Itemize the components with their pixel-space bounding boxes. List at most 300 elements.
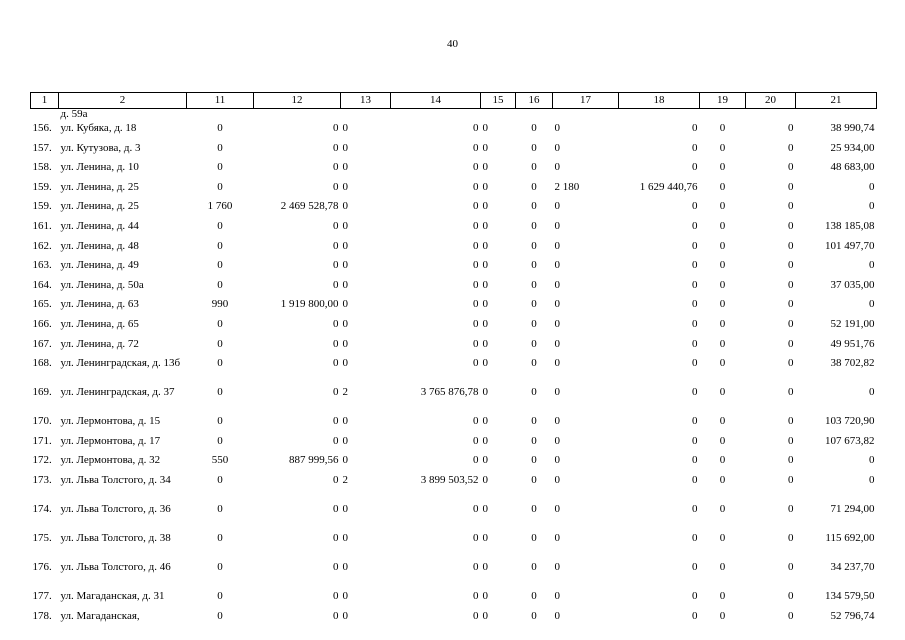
- value-cell-c16: 0: [531, 317, 537, 330]
- value-cell-c13: 0: [342, 454, 348, 467]
- table-row: [31, 199, 877, 219]
- value-cell-c17: 0: [554, 200, 560, 213]
- value-cell-c13: 0: [342, 180, 348, 193]
- value-cell-c17: 0: [554, 434, 560, 447]
- value-cell-c14: 0: [473, 259, 479, 272]
- value-cell-c17: 0: [554, 473, 560, 486]
- value-cell-c17: 0: [554, 357, 560, 370]
- value-cell-c20: 0: [788, 560, 794, 573]
- row-number: 176.: [32, 560, 52, 573]
- column-header: 19: [700, 93, 746, 109]
- value-cell-c14: 0: [473, 454, 479, 467]
- value-cell-c18: 1 629 440,76: [639, 180, 698, 193]
- value-cell-c16: 0: [531, 415, 537, 428]
- table-body: [31, 109, 877, 629]
- value-cell-c19: 0: [719, 560, 726, 573]
- address-cell: ул. Лермонтова, д. 32: [60, 454, 161, 467]
- value-cell-c11: 0: [217, 357, 223, 370]
- value-cell-c15: 0: [482, 589, 488, 602]
- column-header: 2: [59, 93, 187, 109]
- table-row: [31, 356, 877, 385]
- row-number: 170.: [32, 415, 52, 428]
- address-cell: ул. Кутузова, д. 3: [60, 141, 141, 154]
- value-cell-c12: 2 469 528,78: [280, 200, 339, 213]
- value-cell-c17: 0: [554, 239, 560, 252]
- value-cell-c11: 0: [217, 259, 223, 272]
- value-cell-c20: 0: [788, 337, 794, 350]
- value-cell-c11: 0: [217, 337, 223, 350]
- value-cell-c11: 0: [217, 473, 223, 486]
- value-cell-c16: 0: [531, 560, 537, 573]
- table-row: [31, 278, 877, 298]
- value-cell-c11: 0: [217, 609, 223, 622]
- column-header: 15: [481, 93, 516, 109]
- value-cell-c20: 0: [788, 200, 794, 213]
- value-cell-c21: 0: [869, 259, 875, 272]
- value-cell-c18: 0: [692, 473, 698, 486]
- column-header: 21: [796, 93, 877, 109]
- value-cell-c11: 990: [211, 298, 229, 311]
- value-cell-c19: 0: [719, 415, 726, 428]
- value-cell-c14: 0: [473, 560, 479, 573]
- value-cell-c12: 0: [333, 434, 339, 447]
- value-cell-c20: 0: [788, 609, 794, 622]
- row-number: 165.: [32, 298, 52, 311]
- address-cell: ул. Ленина, д. 44: [60, 219, 139, 232]
- value-cell-c18: 0: [692, 386, 698, 399]
- value-cell-c18: 0: [692, 317, 698, 330]
- value-cell-c15: 0: [482, 386, 488, 399]
- value-cell-c12: 0: [333, 259, 339, 272]
- value-cell-c11: 0: [217, 415, 223, 428]
- value-cell-c18: 0: [692, 609, 698, 622]
- value-cell-c11: 0: [217, 180, 223, 193]
- value-cell-c21: 52 796,74: [830, 609, 875, 622]
- value-cell-c12: 887 999,56: [289, 454, 339, 467]
- table-row: [31, 589, 877, 609]
- value-cell-c18: 0: [692, 161, 698, 174]
- row-number: 169.: [32, 386, 52, 399]
- value-cell-c16: 0: [531, 589, 537, 602]
- value-cell-c13: 0: [342, 259, 348, 272]
- table-row: [31, 121, 877, 141]
- value-cell-c19: 0: [719, 259, 726, 272]
- value-cell-c14: 0: [473, 298, 479, 311]
- value-cell-c17: 0: [554, 122, 560, 134]
- value-cell-c12: 0: [333, 560, 339, 573]
- value-cell-c15: 0: [482, 219, 488, 232]
- value-cell-c17: 0: [554, 415, 560, 428]
- value-cell-c21: 0: [869, 386, 875, 399]
- value-cell-c20: 0: [788, 434, 794, 447]
- row-number: 178.: [32, 609, 52, 622]
- address-cell: ул. Ленина, д. 63: [60, 298, 139, 311]
- value-cell-c19: 0: [719, 219, 726, 232]
- value-cell-c15: 0: [482, 239, 488, 252]
- value-cell-c12: 0: [333, 122, 339, 134]
- row-number: 174.: [32, 502, 52, 515]
- value-cell-c11: 0: [217, 386, 223, 399]
- value-cell-c19: 0: [719, 180, 726, 193]
- table-row: [31, 531, 877, 560]
- value-cell-c12: 0: [333, 609, 339, 622]
- value-cell-c11: 0: [217, 219, 223, 232]
- value-cell-c16: 0: [531, 219, 537, 232]
- value-cell-c19: 0: [719, 357, 726, 370]
- value-cell-c13: 0: [342, 415, 348, 428]
- value-cell-c12: 0: [333, 502, 339, 515]
- value-cell-c15: 0: [482, 531, 488, 544]
- value-cell-c13: 0: [342, 317, 348, 330]
- value-cell-c15: 0: [482, 337, 488, 350]
- value-cell-c16: 0: [531, 357, 537, 370]
- address-cell: ул. Ленина, д. 48: [60, 239, 139, 252]
- table-row: [31, 160, 877, 180]
- address-cell: ул. Льва Толстого, д. 38: [60, 531, 171, 544]
- value-cell-c14: 0: [473, 200, 479, 213]
- value-cell-c12: 0: [333, 589, 339, 602]
- value-cell-c19: 0: [719, 239, 726, 252]
- value-cell-c17: 0: [554, 219, 560, 232]
- value-cell-c21: 0: [869, 180, 875, 193]
- table-row: [31, 297, 877, 317]
- value-cell-c19: 0: [719, 473, 726, 486]
- value-cell-c12: 0: [333, 415, 339, 428]
- value-cell-c20: 0: [788, 278, 794, 291]
- value-cell-c19: 0: [719, 454, 726, 467]
- value-cell-c11: 0: [217, 161, 223, 174]
- value-cell-c13: 0: [342, 560, 348, 573]
- value-cell-c21: 134 579,50: [825, 589, 875, 602]
- value-cell-c17: 0: [554, 560, 560, 573]
- value-cell-c18: 0: [692, 122, 698, 134]
- address-cell: ул. Кубяка, д. 18: [60, 122, 137, 134]
- row-number: 162.: [32, 239, 52, 252]
- value-cell-c11: 0: [217, 278, 223, 291]
- value-cell-c13: 0: [342, 200, 348, 213]
- row-number: 156.: [32, 122, 52, 134]
- value-cell-c16: 0: [531, 278, 537, 291]
- value-cell-c15: 0: [482, 502, 488, 515]
- row-number: 158.: [32, 161, 52, 174]
- value-cell-c20: 0: [788, 386, 794, 399]
- row-number: 157.: [32, 141, 52, 154]
- value-cell-c17: 0: [554, 531, 560, 544]
- value-cell-c15: 0: [482, 141, 488, 154]
- value-cell-c16: 0: [531, 141, 537, 154]
- value-cell-c12: 0: [333, 161, 339, 174]
- value-cell-c13: 0: [342, 141, 348, 154]
- value-cell-c20: 0: [788, 180, 794, 193]
- value-cell-c20: 0: [788, 298, 794, 311]
- column-header: 16: [516, 93, 553, 109]
- address-cell: ул. Льва Толстого, д. 36: [60, 502, 171, 515]
- table-row: [31, 502, 877, 531]
- column-header: 20: [746, 93, 796, 109]
- value-cell-c14: 0: [473, 278, 479, 291]
- column-header: 14: [391, 93, 481, 109]
- value-cell-c17: 0: [554, 141, 560, 154]
- address-cell: ул. Ленинградская, д. 13б: [60, 357, 181, 370]
- value-cell-c12: 0: [333, 531, 339, 544]
- value-cell-c13: 0: [342, 357, 348, 370]
- value-cell-c20: 0: [788, 239, 794, 252]
- value-cell-c17: 0: [554, 454, 560, 467]
- value-cell-c15: 0: [482, 560, 488, 573]
- value-cell-c11: 0: [217, 531, 223, 544]
- header-row: [31, 93, 877, 109]
- value-cell-c17: 0: [554, 259, 560, 272]
- value-cell-c21: 101 497,70: [825, 239, 875, 252]
- row-number: 168.: [32, 357, 52, 370]
- address-cell: ул. Ленина, д. 10: [60, 161, 139, 174]
- value-cell-c11: 0: [217, 239, 223, 252]
- table-row: [31, 453, 877, 473]
- value-cell-c16: 0: [531, 161, 537, 174]
- table-row: [31, 317, 877, 337]
- value-cell-c16: 0: [531, 337, 537, 350]
- value-cell-c19: 0: [719, 278, 726, 291]
- table-row: [31, 560, 877, 589]
- value-cell-c13: 0: [342, 122, 348, 134]
- value-cell-c13: 0: [342, 219, 348, 232]
- value-cell-c11: 0: [217, 122, 223, 134]
- value-cell-c20: 0: [788, 122, 794, 134]
- address-cell: ул. Ленина, д. 25: [60, 180, 139, 193]
- value-cell-c12: 0: [333, 337, 339, 350]
- value-cell-c21: 25 934,00: [830, 141, 875, 154]
- value-cell-c13: 0: [342, 239, 348, 252]
- row-number: 159.: [32, 180, 52, 193]
- row-number: 173.: [32, 473, 52, 486]
- value-cell-c18: 0: [692, 337, 698, 350]
- table-row: [31, 239, 877, 259]
- row-number: 177.: [32, 589, 52, 602]
- value-cell-c12: 0: [333, 357, 339, 370]
- value-cell-c16: 0: [531, 434, 537, 447]
- value-cell-c16: 0: [531, 454, 537, 467]
- value-cell-c12: 0: [333, 386, 339, 399]
- value-cell-c16: 0: [531, 239, 537, 252]
- value-cell-c14: 0: [473, 531, 479, 544]
- value-cell-c15: 0: [482, 317, 488, 330]
- value-cell-c15: 0: [482, 473, 488, 486]
- value-cell-c21: 103 720,90: [825, 415, 875, 428]
- row-number: 171.: [32, 434, 52, 447]
- row-number: 159.: [32, 200, 52, 213]
- value-cell-c20: 0: [788, 141, 794, 154]
- value-cell-c15: 0: [482, 454, 488, 467]
- value-cell-c11: 0: [217, 434, 223, 447]
- row-number: 166.: [32, 317, 52, 330]
- value-cell-c17: 2 180: [554, 180, 580, 193]
- value-cell-c13: 0: [342, 531, 348, 544]
- value-cell-c18: 0: [692, 560, 698, 573]
- value-cell-c12: 0: [333, 180, 339, 193]
- value-cell-c20: 0: [788, 219, 794, 232]
- value-cell-c13: 0: [342, 502, 348, 515]
- column-header: 1: [31, 93, 59, 109]
- address-cell: ул. Ленина, д. 72: [60, 337, 139, 350]
- value-cell-c16: 0: [531, 122, 537, 134]
- value-cell-c20: 0: [788, 454, 794, 467]
- value-cell-c13: 0: [342, 589, 348, 602]
- value-cell-c15: 0: [482, 161, 488, 174]
- value-cell-c12: 0: [333, 278, 339, 291]
- value-cell-c19: 0: [719, 502, 726, 515]
- value-cell-c14: 0: [473, 502, 479, 515]
- value-cell-c21: 71 294,00: [830, 502, 875, 515]
- value-cell-c21: 0: [869, 200, 875, 213]
- value-cell-c12: 0: [333, 219, 339, 232]
- value-cell-c19: 0: [719, 434, 726, 447]
- value-cell-c20: 0: [788, 589, 794, 602]
- address-cell: ул. Ленина, д. 65: [60, 317, 139, 330]
- value-cell-c11: 0: [217, 502, 223, 515]
- value-cell-c19: 0: [719, 298, 726, 311]
- table-row: [31, 434, 877, 454]
- table-row: [31, 141, 877, 161]
- value-cell-c15: 0: [482, 298, 488, 311]
- value-cell-c18: 0: [692, 589, 698, 602]
- value-cell-c16: 0: [531, 609, 537, 622]
- address-cell: ул. Льва Толстого, д. 34: [60, 473, 171, 486]
- address-cell: ул. Ленина, д. 25: [60, 200, 139, 213]
- value-cell-c12: 0: [333, 317, 339, 330]
- value-cell-c18: 0: [692, 415, 698, 428]
- value-cell-c16: 0: [531, 298, 537, 311]
- value-cell-c11: 0: [217, 317, 223, 330]
- value-cell-c11: 1 760: [207, 200, 233, 213]
- value-cell-c17: 0: [554, 161, 560, 174]
- value-cell-c17: 0: [554, 278, 560, 291]
- value-cell-c14: 0: [473, 219, 479, 232]
- value-cell-c18: 0: [692, 278, 698, 291]
- table-row: [31, 180, 877, 200]
- value-cell-c18: 0: [692, 141, 698, 154]
- value-cell-c20: 0: [788, 502, 794, 515]
- value-cell-c11: 550: [211, 454, 229, 467]
- value-cell-c13: 0: [342, 278, 348, 291]
- value-cell-c15: 0: [482, 122, 488, 134]
- value-cell-c21: 49 951,76: [830, 337, 875, 350]
- table-row: [31, 258, 877, 278]
- table-row: [31, 219, 877, 239]
- table-row: [31, 414, 877, 434]
- address-cell: ул. Лермонтова, д. 17: [60, 434, 161, 447]
- page-number: 40: [447, 38, 458, 50]
- value-cell-c21: 107 673,82: [825, 434, 875, 447]
- value-cell-c16: 0: [531, 502, 537, 515]
- value-cell-c21: 0: [869, 473, 875, 486]
- value-cell-c14: 0: [473, 180, 479, 193]
- value-cell-c13: 0: [342, 337, 348, 350]
- value-cell-c14: 0: [473, 357, 479, 370]
- value-cell-c11: 0: [217, 589, 223, 602]
- value-cell-c14: 0: [473, 609, 479, 622]
- address-cell: ул. Ленинградская, д. 37: [60, 386, 175, 399]
- value-cell-c15: 0: [482, 278, 488, 291]
- value-cell-c15: 0: [482, 357, 488, 370]
- value-cell-c14: 3 899 503,52: [420, 473, 479, 486]
- column-header: 12: [254, 93, 341, 109]
- value-cell-c21: 38 702,82: [830, 357, 875, 370]
- value-cell-c13: 0: [342, 434, 348, 447]
- value-cell-c21: 0: [869, 454, 875, 467]
- value-cell-c20: 0: [788, 473, 794, 486]
- value-cell-c14: 0: [473, 589, 479, 602]
- address-continuation: д. 59а: [60, 108, 88, 120]
- value-cell-c14: 0: [473, 337, 479, 350]
- value-cell-c17: 0: [554, 298, 560, 311]
- value-cell-c19: 0: [719, 317, 726, 330]
- address-cell: ул. Ленина, д. 50а: [60, 278, 144, 291]
- value-cell-c14: 0: [473, 415, 479, 428]
- value-cell-c15: 0: [482, 609, 488, 622]
- column-header: 13: [341, 93, 391, 109]
- value-cell-c13: 2: [342, 386, 348, 399]
- address-cell: ул. Ленина, д. 49: [60, 259, 139, 272]
- value-cell-c18: 0: [692, 454, 698, 467]
- table-row: [31, 473, 877, 502]
- value-cell-c18: 0: [692, 259, 698, 272]
- value-cell-c19: 0: [719, 609, 726, 622]
- value-cell-c17: 0: [554, 317, 560, 330]
- value-cell-c18: 0: [692, 200, 698, 213]
- value-cell-c15: 0: [482, 180, 488, 193]
- table-row: [31, 609, 877, 629]
- value-cell-c12: 0: [333, 239, 339, 252]
- table-row: [31, 385, 877, 414]
- value-cell-c17: 0: [554, 589, 560, 602]
- value-cell-c18: 0: [692, 219, 698, 232]
- value-cell-c14: 0: [473, 141, 479, 154]
- value-cell-c19: 0: [719, 386, 726, 399]
- column-header: 17: [553, 93, 619, 109]
- value-cell-c11: 0: [217, 141, 223, 154]
- value-cell-c16: 0: [531, 180, 537, 193]
- value-cell-c20: 0: [788, 531, 794, 544]
- address-cell: ул. Лермонтова, д. 15: [60, 415, 161, 428]
- row-number: 172.: [32, 454, 52, 467]
- value-cell-c16: 0: [531, 473, 537, 486]
- value-cell-c16: 0: [531, 200, 537, 213]
- value-cell-c16: 0: [531, 386, 537, 399]
- row-number: 163.: [32, 259, 52, 272]
- value-cell-c21: 38 990,74: [830, 122, 875, 134]
- value-cell-c13: 2: [342, 473, 348, 486]
- value-cell-c15: 0: [482, 259, 488, 272]
- value-cell-c20: 0: [788, 357, 794, 370]
- address-cell: ул. Магаданская, д. 31: [60, 589, 165, 602]
- column-header: 11: [187, 93, 254, 109]
- value-cell-c20: 0: [788, 161, 794, 174]
- address-cell: ул. Льва Толстого, д. 46: [60, 560, 171, 573]
- value-cell-c13: 0: [342, 161, 348, 174]
- value-cell-c21: 0: [869, 298, 875, 311]
- value-cell-c14: 0: [473, 317, 479, 330]
- row-number: 175.: [32, 531, 52, 544]
- row-number: 167.: [32, 337, 52, 350]
- value-cell-c17: 0: [554, 337, 560, 350]
- table-row: [31, 337, 877, 357]
- value-cell-c11: 0: [217, 560, 223, 573]
- value-cell-c12: 0: [333, 473, 339, 486]
- value-cell-c19: 0: [719, 161, 726, 174]
- value-cell-c20: 0: [788, 259, 794, 272]
- value-cell-c13: 0: [342, 609, 348, 622]
- value-cell-c21: 115 692,00: [825, 531, 875, 544]
